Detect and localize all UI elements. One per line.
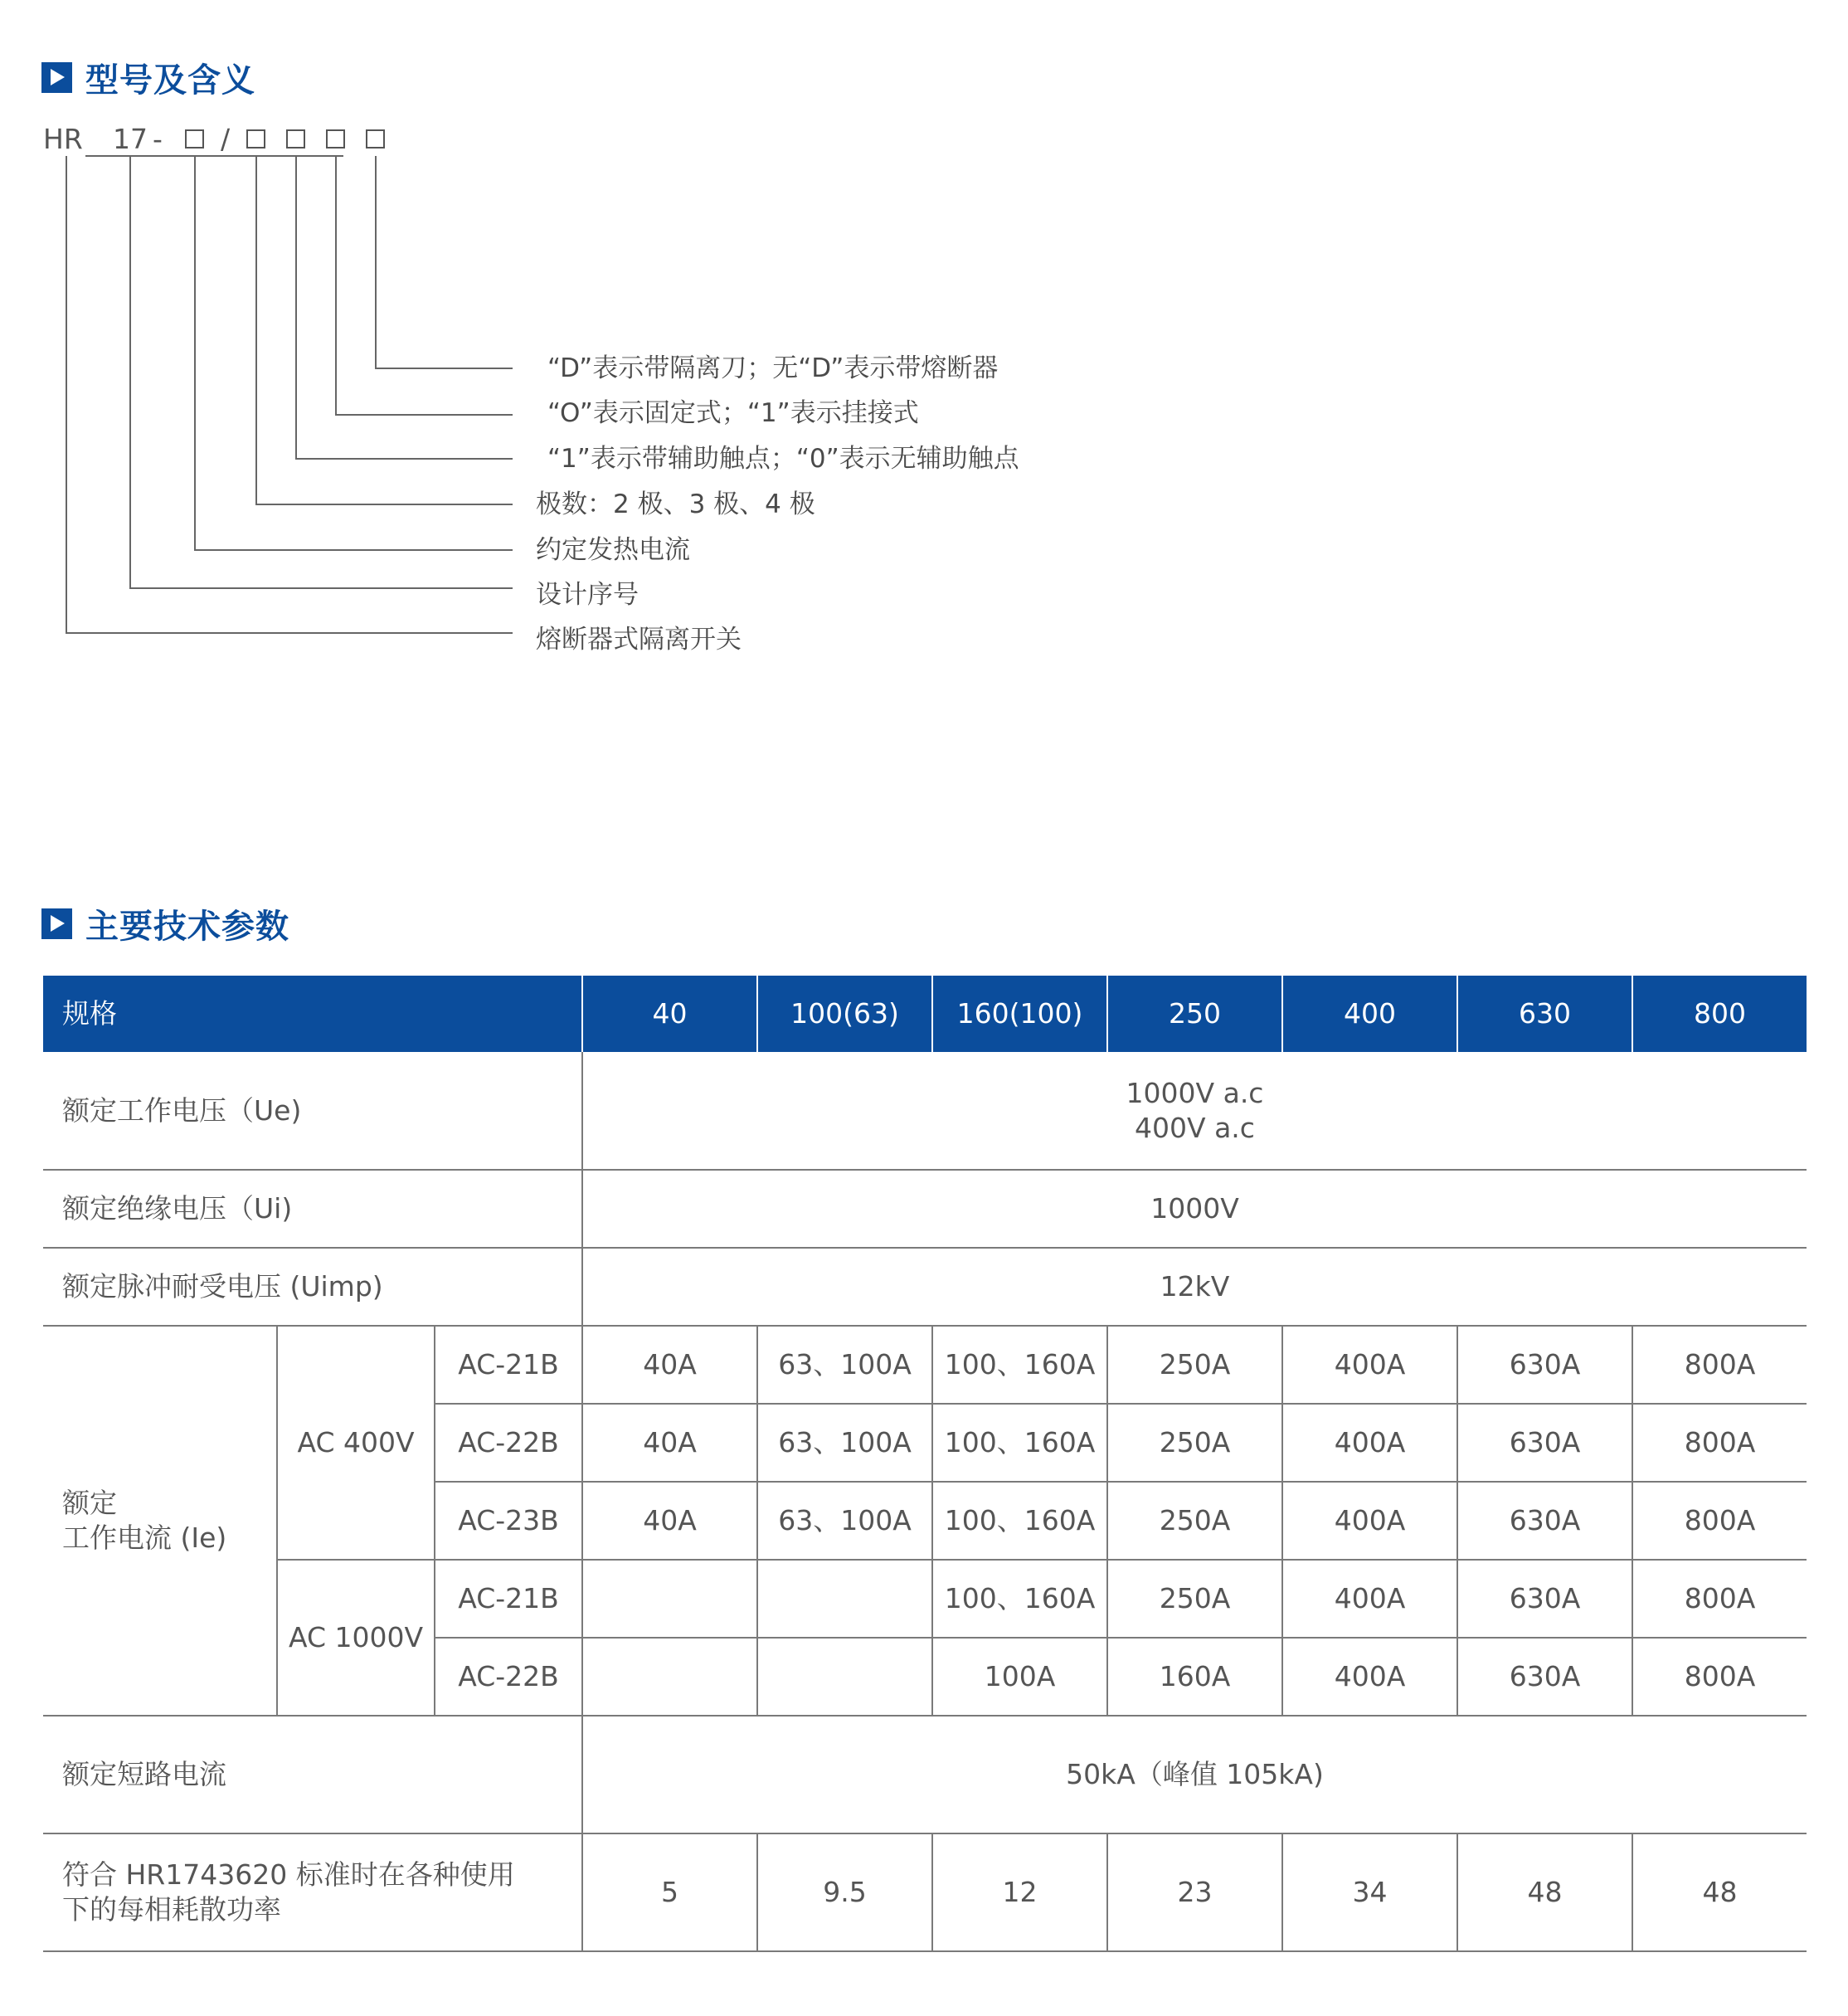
table-cell: 250A bbox=[1107, 1482, 1282, 1560]
table-cell: 400A bbox=[1282, 1560, 1457, 1638]
desc-poles: 极数：2 极、3 极、4 极 bbox=[536, 489, 815, 519]
table-cell: 40A bbox=[582, 1404, 757, 1482]
table-cell: 400A bbox=[1282, 1326, 1457, 1404]
row-value: 50kA（峰值 105kA) bbox=[582, 1716, 1807, 1833]
table-cell: 5 bbox=[582, 1833, 757, 1951]
table-row-ui bbox=[43, 1170, 1807, 1248]
table-cell: 250A bbox=[1107, 1404, 1282, 1482]
table-cell bbox=[582, 1638, 757, 1716]
voltage-group: AC 1000V bbox=[277, 1560, 435, 1716]
model-prefix: HR bbox=[43, 123, 83, 155]
table-cell: 100、160A bbox=[932, 1560, 1107, 1638]
table-cell: 100A bbox=[932, 1638, 1107, 1716]
row-value: 1000V bbox=[582, 1170, 1807, 1248]
connector-prefix bbox=[66, 156, 513, 633]
table-cell bbox=[582, 1560, 757, 1638]
table-cell: 630A bbox=[1457, 1638, 1632, 1716]
connector-series bbox=[130, 156, 513, 588]
table-cell: 800A bbox=[1632, 1482, 1807, 1560]
table-cell: 400A bbox=[1282, 1638, 1457, 1716]
table-cell: 630A bbox=[1457, 1326, 1632, 1404]
connector-current bbox=[195, 156, 513, 550]
header-spec: 100(63) bbox=[757, 976, 932, 1052]
row-value: 12kV bbox=[582, 1248, 1807, 1326]
header-spec: 160(100) bbox=[932, 976, 1107, 1052]
model-slash: / bbox=[221, 123, 231, 155]
category-cell: AC-23B bbox=[435, 1482, 582, 1560]
table-cell: 250A bbox=[1107, 1326, 1282, 1404]
model-dash: - bbox=[153, 123, 163, 155]
table-row-ie bbox=[43, 1326, 1807, 1404]
play-triangle-icon bbox=[41, 908, 72, 939]
connector-type bbox=[376, 156, 513, 368]
header-spec: 40 bbox=[582, 976, 757, 1052]
desc-series: 设计序号 bbox=[536, 580, 639, 610]
table-header-row bbox=[43, 976, 1807, 1052]
value-line: 400V a.c bbox=[1135, 1111, 1255, 1144]
table-row-ie bbox=[43, 1560, 1807, 1638]
model-connector-lines bbox=[0, 0, 1848, 664]
table-cell: 250A bbox=[1107, 1560, 1282, 1638]
table-row-short-circuit bbox=[43, 1716, 1807, 1833]
category-cell: AC-21B bbox=[435, 1560, 582, 1638]
table-cell: 40A bbox=[582, 1482, 757, 1560]
header-spec: 400 bbox=[1282, 976, 1457, 1052]
table-cell: 100、160A bbox=[932, 1482, 1107, 1560]
desc-current: 约定发热电流 bbox=[536, 535, 690, 565]
table-cell: 40A bbox=[582, 1326, 757, 1404]
desc-mount: “O”表示固定式；“1”表示挂接式 bbox=[547, 398, 919, 428]
table-cell: 800A bbox=[1632, 1404, 1807, 1482]
desc-prefix: 熔断器式隔离开关 bbox=[536, 625, 742, 655]
table-cell: 800A bbox=[1632, 1638, 1807, 1716]
connector-aux-contact bbox=[296, 156, 513, 459]
table-cell: 100、160A bbox=[932, 1404, 1107, 1482]
header-spec: 630 bbox=[1457, 976, 1632, 1052]
row-label: 额定脉冲耐受电压 (Uimp) bbox=[43, 1248, 582, 1326]
row-label-ie bbox=[43, 1326, 277, 1716]
table-cell: 160A bbox=[1107, 1638, 1282, 1716]
table-cell: 63、100A bbox=[757, 1404, 932, 1482]
category-cell: AC-21B bbox=[435, 1326, 582, 1404]
table-row-uimp bbox=[43, 1248, 1807, 1326]
label-line: 下的每相耗散功率 bbox=[62, 1893, 281, 1926]
section-title: 型号及含义 bbox=[85, 61, 255, 100]
table-cell bbox=[757, 1638, 932, 1716]
table-cell: 9.5 bbox=[757, 1833, 932, 1951]
header-spec: 800 bbox=[1632, 976, 1807, 1052]
value-line: 1000V a.c bbox=[1126, 1076, 1264, 1109]
spec-table bbox=[43, 976, 1807, 1952]
table-cell: 630A bbox=[1457, 1404, 1632, 1482]
header-spec: 250 bbox=[1107, 976, 1282, 1052]
model-series: 17 bbox=[113, 123, 148, 155]
row-label: 额定绝缘电压（Ui) bbox=[43, 1170, 582, 1248]
table-cell: 400A bbox=[1282, 1404, 1457, 1482]
section-title: 主要技术参数 bbox=[85, 908, 289, 946]
table-cell: 23 bbox=[1107, 1833, 1282, 1951]
table-cell: 100、160A bbox=[932, 1326, 1107, 1404]
table-cell: 800A bbox=[1632, 1560, 1807, 1638]
table-row-dissipation bbox=[43, 1833, 1807, 1951]
table-cell: 63、100A bbox=[757, 1326, 932, 1404]
row-value bbox=[582, 1052, 1807, 1170]
row-label bbox=[43, 1833, 582, 1951]
row-label: 额定短路电流 bbox=[43, 1716, 582, 1833]
desc-type: “D”表示带隔离刀；无“D”表示带熔断器 bbox=[547, 353, 999, 383]
table-cell: 630A bbox=[1457, 1482, 1632, 1560]
row-label: 额定工作电压（Ue) bbox=[43, 1052, 582, 1170]
table-cell: 12 bbox=[932, 1833, 1107, 1951]
table-cell: 63、100A bbox=[757, 1482, 932, 1560]
section-heading-params bbox=[41, 900, 289, 947]
desc-aux-contact: “1”表示带辅助触点；“0”表示无辅助触点 bbox=[547, 444, 1019, 474]
table-cell: 400A bbox=[1282, 1482, 1457, 1560]
header-label: 规格 bbox=[43, 976, 582, 1052]
table-cell: 48 bbox=[1457, 1833, 1632, 1951]
connector-mount bbox=[336, 156, 513, 415]
table-cell: 630A bbox=[1457, 1560, 1632, 1638]
table-cell: 48 bbox=[1632, 1833, 1807, 1951]
label-line: 符合 HR1743620 标准时在各种使用 bbox=[62, 1858, 515, 1891]
table-cell: 800A bbox=[1632, 1326, 1807, 1404]
connector-poles bbox=[256, 156, 513, 504]
table-row-ue bbox=[43, 1052, 1807, 1170]
table-cell bbox=[757, 1560, 932, 1638]
category-cell: AC-22B bbox=[435, 1638, 582, 1716]
label-line: 工作电流 (Ie) bbox=[62, 1522, 227, 1554]
voltage-group: AC 400V bbox=[277, 1326, 435, 1560]
table-cell: 34 bbox=[1282, 1833, 1457, 1951]
label-line: 额定 bbox=[62, 1487, 117, 1519]
category-cell: AC-22B bbox=[435, 1404, 582, 1482]
